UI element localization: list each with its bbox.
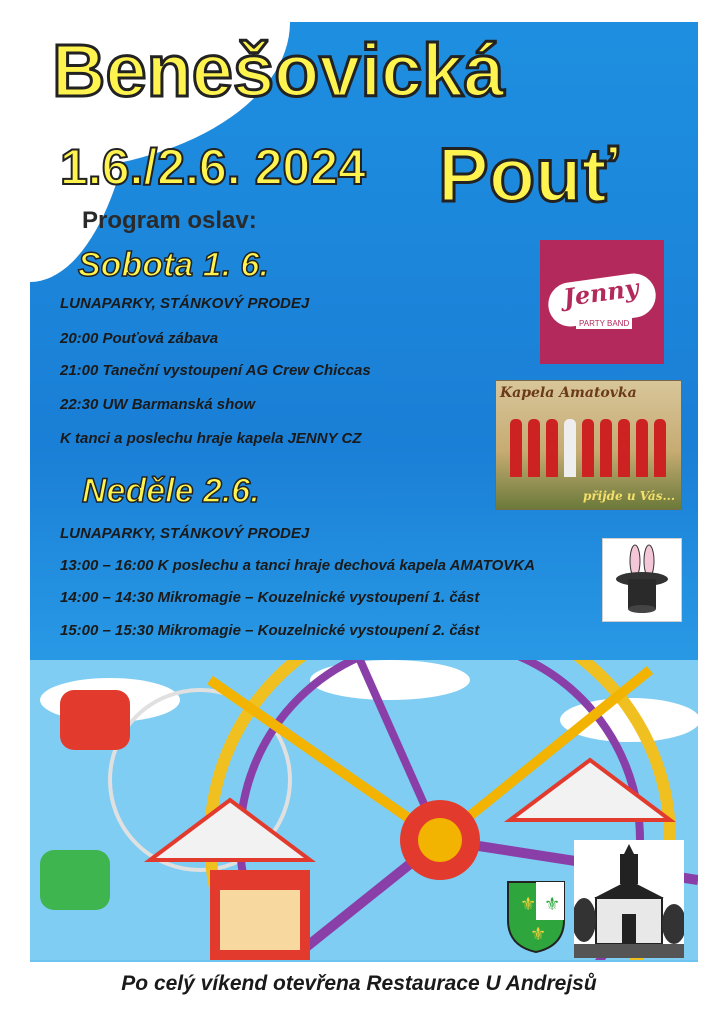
band-member <box>600 419 612 477</box>
band-member <box>528 419 540 477</box>
band-member <box>654 419 666 477</box>
jenny-logo-text: Jenny <box>545 271 658 330</box>
program-item: 15:00 – 15:30 Mikromagie – Kouzelnické vystoupení 2. část <box>60 622 480 639</box>
municipal-crest-icon <box>506 880 566 954</box>
program-item: 20:00 Pouťová zábava <box>60 330 219 347</box>
band-member <box>546 419 558 477</box>
program-item: K tanci a poslechu hraje kapela JENNY CZ <box>60 430 362 447</box>
program-item: 13:00 – 16:00 K poslechu a tanci hraje dechová kapela AMATOVKA <box>60 557 535 574</box>
day-heading-sunday: Neděle 2.6. <box>82 472 260 510</box>
program-item: 14:00 – 14:30 Mikromagie – Kouzelnické vystoupení 1. část <box>60 589 480 606</box>
band-member <box>582 419 594 477</box>
jenny-band-logo <box>540 240 664 364</box>
program-item: LUNAPARKY, STÁNKOVÝ PRODEJ <box>60 525 310 542</box>
band-photo-title: Kapela Amatovka <box>500 385 637 401</box>
program-label: Program oslav: <box>82 207 257 234</box>
poster-title: Benešovická <box>52 29 505 112</box>
event-date: 1.6./2.6. 2024 <box>60 139 366 195</box>
program-item: 21:00 Taneční vystoupení AG Crew Chiccas <box>60 362 371 379</box>
band-member <box>510 419 522 477</box>
jenny-logo-subtext: PARTY BAND <box>576 318 632 329</box>
band-member <box>618 419 630 477</box>
amatovka-band-photo <box>495 380 682 510</box>
day-heading-saturday: Sobota 1. 6. <box>78 246 269 284</box>
band-member <box>636 419 648 477</box>
svg-text:⚜: ⚜ <box>520 894 537 915</box>
footer-note: Po celý víkend otevřena Restaurace U Andrejsů <box>121 972 597 995</box>
band-member <box>564 419 576 477</box>
svg-text:⚜: ⚜ <box>530 924 547 945</box>
chapel-icon <box>574 840 684 958</box>
svg-text:⚜: ⚜ <box>544 894 561 915</box>
program-item: 22:30 UW Barmanská show <box>60 396 256 413</box>
magic-hat-icon <box>602 538 682 622</box>
poster-subtitle: Pouť <box>438 133 618 218</box>
program-item: LUNAPARKY, STÁNKOVÝ PRODEJ <box>60 295 310 312</box>
band-photo-caption: přijde u Vás... <box>583 489 675 503</box>
